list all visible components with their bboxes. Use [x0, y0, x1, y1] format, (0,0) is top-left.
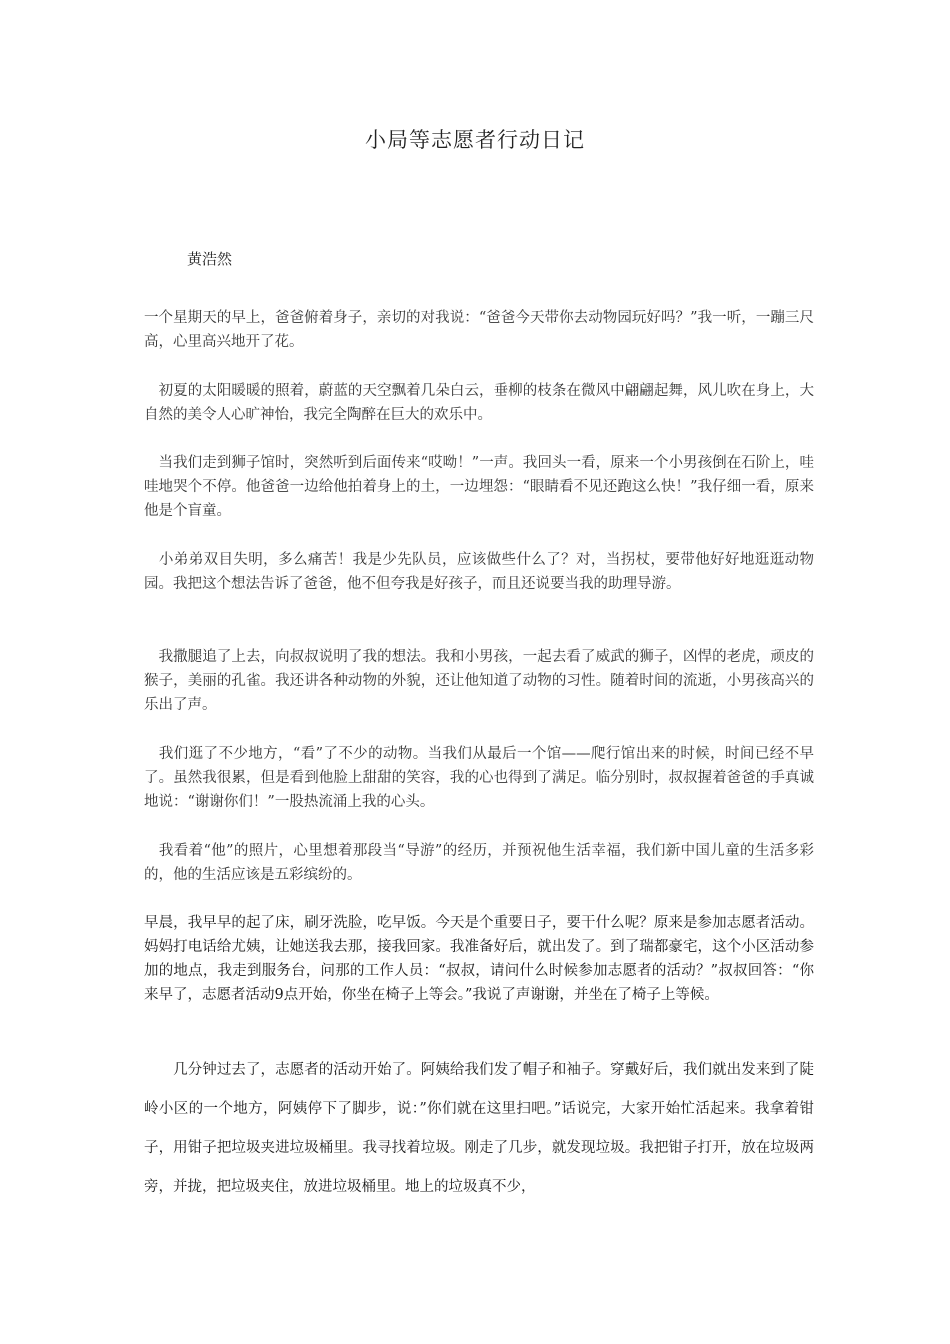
- paragraph: 我们逛了不少地方，“看”了不少的动物。当我们从最后一个馆——爬行馆出来的时候，时间已经不早了。虽然我很累，但是看到他脸上甜甜的笑容，我的心也得到了满足。临分别时，叔叔握着爸爸的手真诚地说：“谢谢你们！”一股热流涌上我的心头。: [144, 746, 814, 810]
- author-name: 黄浩然: [187, 250, 233, 268]
- paragraph: 小弟弟双目失明，多么痛苦！我是少先队员，应该做些什么了？对，当拐杖，要带他好好地逛逛动物园。我把这个想法告诉了爸爸，他不但夸我是好孩子，而且还说要当我的助理导游。: [144, 552, 814, 592]
- paragraph: 当我们走到狮子馆时，突然听到后面传来“哎呦！”一声。我回头一看，原来一个小男孩倒在石阶上，哇哇地哭个不停。他爸爸一边给他拍着身上的土，一边埋怨：“眼睛看不见还跑这么快！”我仔细一看，原来他是个盲童。: [144, 455, 814, 519]
- paragraph: 几分钟过去了，志愿者的活动开始了。阿姨给我们发了帽子和袖子。穿戴好后，我们就出发来到了陡岭小区的一个地方，阿姨停下了脚步，说：”你们就在这里扫吧。”话说完，大家开始忙活起来。我拿着钳子，用钳子把垃圾夹进垃圾桶里。我寻找着垃圾。刚走了几步，就发现垃圾。我把钳子打开，放在垃圾两旁，并拢，把垃圾夹住，放进垃圾桶里。地上的垃圾真不少，: [144, 1062, 814, 1195]
- paragraph: 我看着“他”的照片，心里想着那段当“导游”的经历，并预祝他生活幸福，我们新中国儿童的生活多彩的，他的生活应该是五彩缤纷的。: [144, 843, 814, 883]
- paragraph: 一个星期天的早上，爸爸俯着身子，亲切的对我说：“爸爸今天带你去动物园玩好吗？”我一听，一蹦三尺高，心里高兴地开了花。: [144, 310, 814, 350]
- paragraph: 初夏的太阳暖暖的照着，蔚蓝的天空飘着几朵白云，垂柳的枝条在微风中翩翩起舞，风儿吹在身上，大自然的美令人心旷神怡，我完全陶醉在巨大的欢乐中。: [144, 383, 814, 423]
- paragraph: 早晨，我早早的起了床，刷牙洗脸，吃早饭。今天是个重要日子，要干什么呢？原来是参加志愿者活动。妈妈打电话给尤姨，让她送我去那，接我回家。我准备好后，就出发了。到了瑞都豪宅，这个小区活动参加的地点，我走到服务台，问那的工作人员：“叔叔，请问什么时候参加志愿者的活动？”叔叔回答：“你来早了，志愿者活动9点开始，你坐在椅子上等会。”我说了声谢谢，并坐在了椅子上等候。: [144, 915, 814, 1003]
- paragraph: 我撒腿追了上去，向叔叔说明了我的想法。我和小男孩，一起去看了威武的狮子，凶悍的老虎，顽皮的猴子，美丽的孔雀。我还讲各种动物的外貌，还让他知道了动物的习性。随着时间的流逝，小男孩高兴的乐出了声。: [144, 649, 814, 713]
- document-title: 小局等志愿者行动日记: [365, 128, 585, 152]
